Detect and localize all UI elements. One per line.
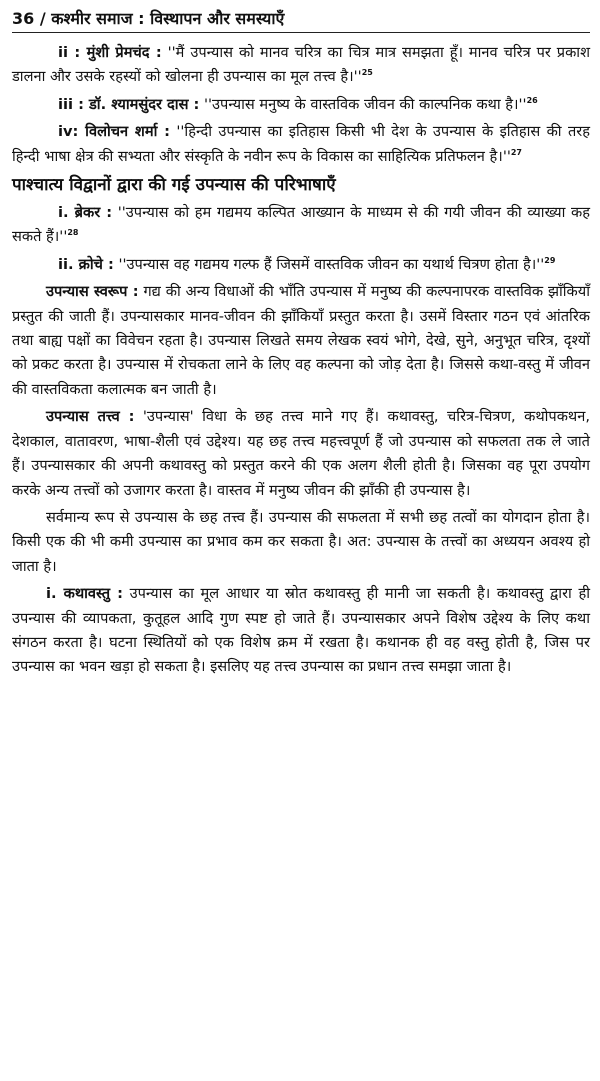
- footnote-ref: 28: [67, 228, 79, 238]
- definition-label: i. ब्रेकर :: [58, 204, 113, 222]
- footnote-ref: 26: [526, 95, 538, 105]
- footnote-ref: 25: [361, 68, 373, 78]
- definition-text: ''उपन्यास वह गद्यमय गल्फ हैं जिसमें वास्तविक जीवन का यथार्थ चित्रण होता है।'': [113, 255, 545, 273]
- definition-label: ii. क्रोचे :: [58, 255, 114, 273]
- definition-label: iv: विलोचन शर्मा :: [58, 123, 171, 141]
- definition-premchand: [12, 41, 590, 90]
- paragraph-label: i. कथावस्तु :: [46, 585, 123, 603]
- definition-label: iii : डॉ. श्यामसुंदर दास :: [58, 95, 200, 113]
- paragraph-upanyas-swaroop: [12, 280, 590, 402]
- paragraph-sarvamanya: सर्वमान्य रूप से उपन्यास के छह तत्त्व हैं। उपन्यास की सफलता में सभी छह तत्वों का योगदान होता है। किसी एक की भी कमी उपन्यास का प्रभाव कम कर सकता है। अत: उपन्यास के तत्त्वों का अध्ययन अवश्य हो जाता है।: [12, 508, 590, 575]
- paragraph-label: उपन्यास स्वरूप :: [46, 283, 139, 301]
- paragraph-text: गद्य की अन्य विधाओं की भाँति उपन्यास में मनुष्य की कल्पनापरक वास्तविक झाँकियाँ प्रस्तुत की जाती हैं। उपन्यासकार मानव-जीवन की झाँकियाँ प्रस्तुत करता है। उसमें विस्तार गठन एवं आंतरिक तथा बाह्य पक्षों का विवेचन रहता है। उपन्यास लिखते समय लेखक स्वयं भोगे, देखे, सुने, अनुभूत चरित्र, दृश्यों को प्रकट करता है। उपन्यास में रोचकता लाने के लिए वह कल्पना को जोड़ देता है। जिससे कथा-वस्तु में जीवन की वास्तविकता कलात्मक बन जाती है।: [12, 283, 590, 398]
- definition-label: ii : मुंशी प्रेमचंद :: [58, 44, 162, 61]
- section-heading-western: पाश्चात्य विद्वानों द्वारा की गई उपन्यास की परिभाषाएँ: [12, 175, 336, 196]
- paragraph-kathavastu: [12, 582, 590, 680]
- paragraph-text: 'उपन्यास' विधा के छह तत्त्व माने गए हैं। कथावस्तु, चरित्र-चित्रण, कथोपकथन, देशकाल, वातावरण, भाषा-शैली एवं उद्देश्य। यह छह तत्त्व महत्त्वपूर्ण हैं जो उपन्यास को सफलता तक ले जाते हैं। उपन्यासकार की अपनी कथावस्तु को प्रस्तुत करने की एक अलग शैली होती है। जिसका वह पूरा उपयोग करके अन्य तत्त्वों को उजागर करता है। वास्तव में मनुष्य जीवन की झाँकी ही उपन्यास है।: [12, 408, 590, 499]
- definition-breker: [12, 201, 590, 250]
- definition-croce: [12, 253, 590, 277]
- definition-vilochan-sharma: [12, 120, 590, 169]
- paragraph-label: उपन्यास तत्त्व :: [46, 408, 135, 426]
- definition-text: ''मैं उपन्यास को मानव चरित्र का चित्र मात्र समझता हूँ। मानव चरित्र पर प्रकाश डालना और उसके रहस्यों को खोलना ही उपन्यास का मूल तत्त्व है।'': [12, 44, 590, 86]
- paragraph-upanyas-tattva: [12, 405, 590, 503]
- definition-text: ''हिन्दी उपन्यास का इतिहास किसी भी देश के उपन्यास के इतिहास की तरह हिन्दी भाषा क्षेत्र की सभ्यता और संस्कृति के नवीन रूप के विकास का साहित्यिक प्रतिफलन है।'': [12, 123, 591, 165]
- running-head: 36 / कश्मीर समाज : विस्थापन और समस्याएँ: [12, 8, 590, 33]
- definition-text: ''उपन्यास मनुष्य के वास्तविक जीवन की काल्पनिक कथा है।'': [199, 95, 527, 113]
- definition-shyamsundar-das: [12, 93, 590, 117]
- definition-text: ''उपन्यास को हम गद्यमय कल्पित आख्यान के माध्यम से की गयी जीवन की व्याख्या कह सकते हैं।'': [12, 204, 590, 246]
- footnote-ref: 27: [510, 147, 522, 157]
- paragraph-text: उपन्यास का मूल आधार या स्रोत कथावस्तु ही मानी जा सकती है। कथावस्तु द्वारा ही उपन्यास की व्यापकता, कुतूहल आदि गुण स्पष्ट हो जाते हैं। उपन्यासकार अपने विशेष उद्देश्य के लिए कथा संगठन करता है। घटना स्थितियों को एक विशेष क्रम में रखता है। कथानक ही वह वस्तु होती है, जिस पर उपन्यास का भवन खड़ा हो सकता है। इसलिए यह तत्त्व उपन्यास का प्रधान तत्त्व समझा जाता है।: [12, 585, 590, 676]
- footnote-ref: 29: [544, 255, 556, 265]
